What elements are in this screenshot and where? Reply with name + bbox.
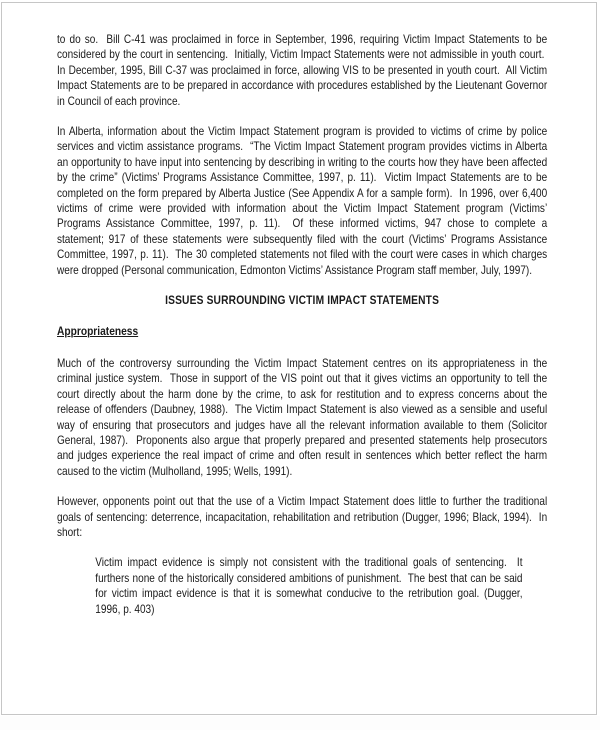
paragraph-opponents: However, opponents point out that the use of a Victim Impact Statement does little to further the traditional goals of sentencing: deterrence, incapacitation, rehabilitation and retribution (Dugger, 1996; Black, 1994). In short:	[57, 494, 548, 539]
subsection-heading-appropriateness: Appropriateness	[57, 323, 139, 338]
paragraph-controversy: Much of the controversy surrounding the Victim Impact Statement centres on its appropriateness in the criminal justice system. Those in support of the VIS point out that it gives victims an opportunity to tell the court directly about the harm done by the crime, to ask for restitution and to express concerns about the release of offenders (Daubney, 1988). The Victim Impact Statement is also viewed as a sensible and useful way of ensuring that prosecutors and judges have all the relevant information available to them (Solicitor General, 1987). Proponents also argue that properly prepared and presented statements help prosecutors and judges experience the real impact of crime and often result in sentences which better reflect the harm caused to the victim (Mulholland, 1995; Wells, 1991).	[57, 355, 548, 478]
document-page	[1, 2, 597, 715]
paragraph-alberta-program: In Alberta, information about the Victim Impact Statement program is provided to victims of crime by police services and victim assistance programs. “The Victim Impact Statement program provides victims in Alberta an opportunity to have input into sentencing by describing in writing to the courts how they have been affected by the crime” (Victims’ Programs Assistance Committee, 1997, p. 11). Victim Impact Statements are to be completed on the form prepared by Alberta Justice (See Appendix A for a sample form). In 1996, over 6,400 victims of crime were provided with information about the Victim Impact Statement program (Victims’ Programs Assistance Committee, 1997, p. 11). Of these informed victims, 947 chose to complete a statement; 917 of these statements were subsequently filed with the court (Victims’ Programs Assistance Committee, 1997, p. 11). The 30 completed statements not filed with the court were cases in which charges were dropped (Personal communication, Edmonton Victims’ Assistance Program staff member, July, 1997).	[57, 124, 548, 277]
paragraph-bill-c41: to do so. Bill C-41 was proclaimed in force in September, 1996, requiring Victim Impact Statements to be considered by the court in sentencing. Initially, Victim Impact Statements were not admissible in youth court. In December, 1995, Bill C-37 was proclaimed in force, allowing VIS to be presented in youth court. All Victim Impact Statements are to be prepared in accordance with procedures established by the Lieutenant Governor in Council of each province.	[57, 32, 548, 108]
page-content	[57, 32, 547, 617]
block-quote-dugger: Victim impact evidence is simply not consistent with the traditional goals of sentencing. It furthers none of the historically considered ambitions of punishment. The best that can be said for victim impact evidence is that it is somewhat conducive to the retribution goal. (Dugger, 1996, p. 403)	[95, 555, 523, 616]
page-bottom-gap	[0, 716, 600, 730]
section-heading: ISSUES SURROUNDING VICTIM IMPACT STATEMENTS	[165, 293, 440, 308]
